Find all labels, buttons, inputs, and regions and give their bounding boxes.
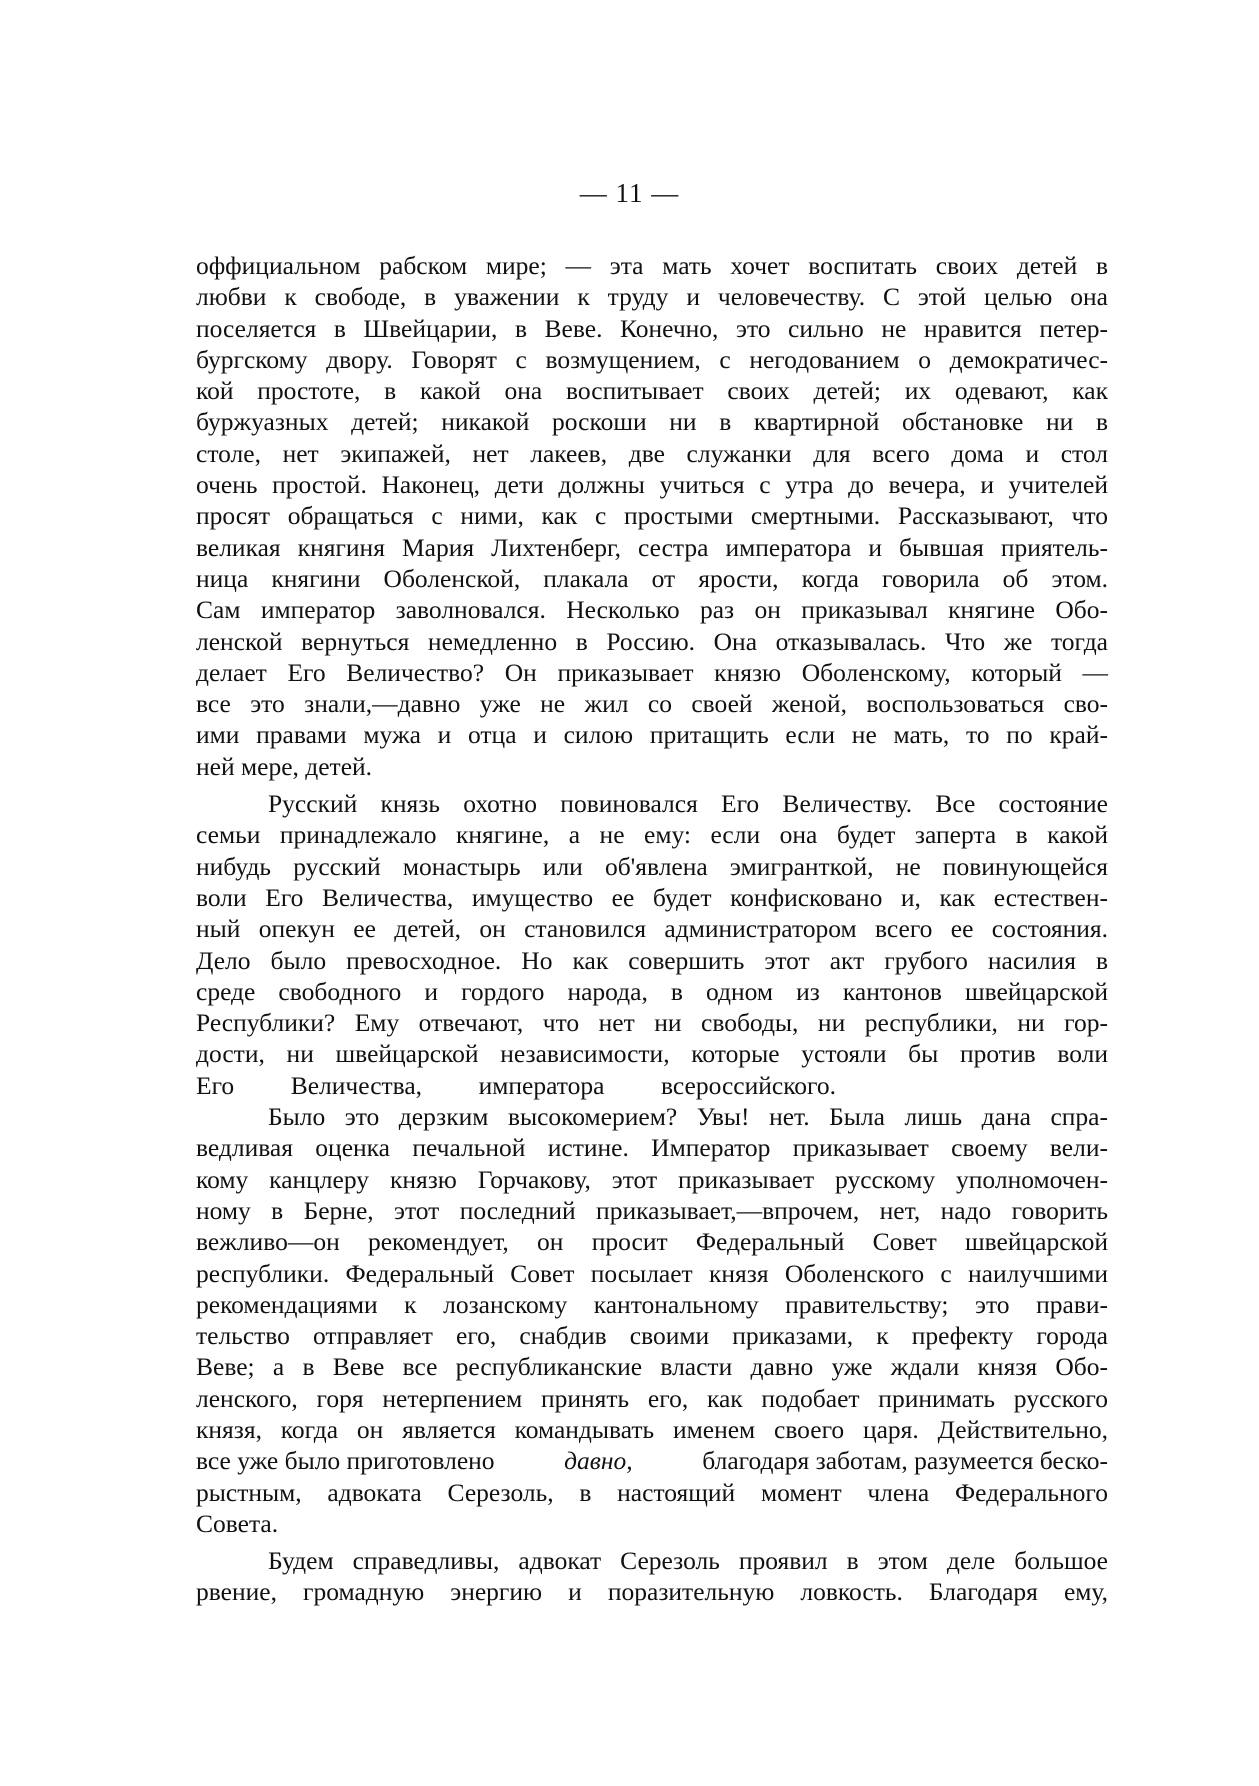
text-line: ленского, горя нетерпением принять его, как подобает принимать русского xyxy=(196,1383,1108,1413)
text-line: Его Величества, императора всероссийского. xyxy=(196,1070,836,1100)
text-line: Будем справедливы, адвокат Серезоль проявил в этом деле большое xyxy=(268,1546,1108,1576)
text-line: просят обращаться с ними, как с простыми смертными. Рассказывают, что xyxy=(196,501,1108,531)
text-line: ведливая оценка печальной истине. Император приказывает своему вели- xyxy=(196,1133,1108,1163)
text-line: ному в Берне, этот последний приказывает,—впрочем, нет, надо говорить xyxy=(196,1195,1108,1225)
text-line: бургскому двору. Говорят с возмущением, с негодованием о демократичес- xyxy=(196,344,1108,374)
paragraph-3 xyxy=(196,1101,1108,1539)
text-line: буржуазных детей; никакой роскоши ни в квартирной обстановке ни в xyxy=(196,407,1108,437)
text-line: Сам император заволновался. Несколько раз он приказывал княгине Обо- xyxy=(196,595,1108,625)
text-line: все это знали,—давно уже не жил со своей женой, воспользоваться сво- xyxy=(196,689,1108,719)
text-line: рвение, громадную энергию и поразительную ловкость. Благодаря ему, xyxy=(196,1577,1108,1607)
text-line: Совета. xyxy=(196,1508,279,1538)
text-line: столе, нет экипажей, нет лакеев, две служанки для всего дома и стол xyxy=(196,438,1108,468)
text-line: республики. Федеральный Совет посылает князя Оболенского с наилучшими xyxy=(196,1258,1108,1288)
text-line-mixed xyxy=(196,1445,1108,1476)
text-line: Дело было превосходное. Но как совершить этот акт грубого насилия в xyxy=(196,945,1108,975)
text-line: воли Его Величества, имущество ее будет конфисковано и, как естествен- xyxy=(196,882,1108,912)
text-line: рекомендациями к лозанскому кантональному правительству; это прави- xyxy=(196,1289,1108,1319)
text-line: Было это дерзким высокомерием? Увы! нет. Была лишь дана спра- xyxy=(268,1102,1108,1132)
text-line: Республики? Ему отвечают, что нет ни свободы, ни республики, ни гор- xyxy=(196,1008,1108,1038)
text-line: делает Его Величество? Он приказывает князю Оболенскому, который — xyxy=(196,657,1108,687)
text-line: вежливо—он рекомендует, он просит Федеральный Совет швейцарской xyxy=(196,1227,1108,1257)
text-line: великая княгиня Мария Лихтенберг, сестра императора и бывшая приятель- xyxy=(196,532,1108,562)
body-text xyxy=(196,250,1108,1608)
text-line: ный опекун ее детей, он становился администратором всего ее состояния. xyxy=(196,914,1108,944)
paragraph-4 xyxy=(196,1545,1108,1608)
text-line: оффициальном рабском мире; — эта мать хочет воспитать своих детей в xyxy=(196,251,1108,280)
text-line: Веве; а в Веве все республиканские власти давно уже ждали князя Обо- xyxy=(196,1352,1108,1382)
text-segment: все уже было приготовлено xyxy=(196,1446,495,1476)
italic-word: давно, xyxy=(564,1446,633,1476)
text-line: ница княгини Оболенской, плакала от ярости, когда говорила об этом. xyxy=(196,563,1108,593)
text-line: ими правами мужа и отца и силою притащить если не мать, то по край- xyxy=(196,720,1108,750)
text-line: Русский князь охотно повиновался Его Величеству. Все состояние xyxy=(268,789,1108,819)
text-line: ленской вернуться немедленно в Россию. Она отказывалась. Что же тогда xyxy=(196,626,1108,656)
paragraph-1 xyxy=(196,250,1108,782)
text-line: поселяется в Швейцарии, в Веве. Конечно, это сильно не нравится петер- xyxy=(196,313,1108,343)
text-line: рыстным, адвоката Серезоль, в настоящий момент члена Федерального xyxy=(196,1477,1108,1507)
paragraph-2 xyxy=(196,788,1108,1101)
text-segment: благодаря заботам, разумеется беско- xyxy=(702,1446,1108,1476)
text-line: нибудь русский монастырь или об'явлена эмигранткой, не повинующейся xyxy=(196,851,1108,881)
text-line: дости, ни швейцарской независимости, которые устояли бы против воли xyxy=(196,1039,1108,1069)
text-line: семьи принадлежало княгине, а не ему: если она будет заперта в какой xyxy=(196,820,1108,850)
page-number: — 11 — xyxy=(579,178,680,208)
text-line: тельство отправляет его, снабдив своими приказами, к префекту города xyxy=(196,1321,1108,1351)
text-line: любви к свободе, в уважении к труду и человечеству. С этой целью она xyxy=(196,282,1108,312)
text-line: князя, когда он является командывать именем своего царя. Действительно, xyxy=(196,1414,1108,1444)
text-line: очень простой. Наконец, дети должны учиться с утра до вечера, и учителей xyxy=(196,470,1108,500)
text-line: кой простоте, в какой она воспитывает своих детей; их одевают, как xyxy=(196,376,1108,406)
text-line: ней мере, детей. xyxy=(196,751,373,781)
text-line: среде свободного и гордого народа, в одном из кантонов швейцарской xyxy=(196,976,1108,1006)
text-line: кому канцлеру князю Горчакову, этот приказывает русскому уполномочен- xyxy=(196,1164,1108,1194)
